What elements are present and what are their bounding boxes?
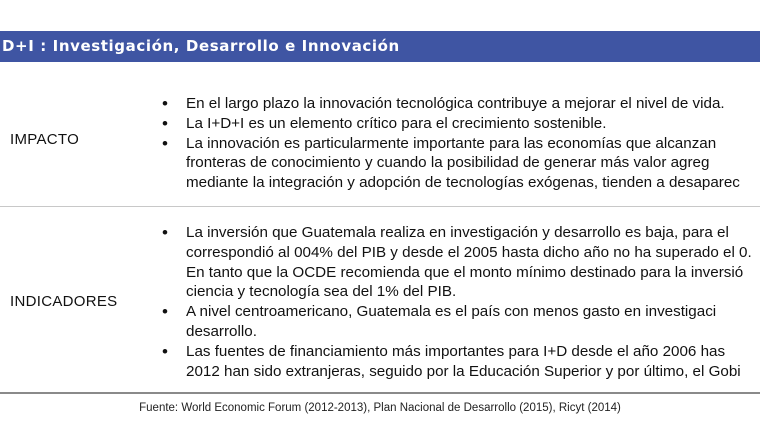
bullet-line: • La inversión que Guatemala realiza en investigación y desarrollo es baja, para el <box>186 224 729 241</box>
bullet-line: 2012 han sido extranjeras, seguido por la Educación Superior y por último, el Gobi <box>186 362 741 380</box>
impacto-bullet <box>160 114 760 134</box>
bullet-line: desarrollo. <box>186 322 257 340</box>
bullet-line: • A nivel centroamericano, Guatemala es el país con menos gasto en investigaci <box>186 303 717 321</box>
bullet-line: correspondió al 004% del PIB y desde el 2005 hasta dicho año no ha superado el 0. <box>186 243 752 261</box>
bullet-line: • Las fuentes de financiamiento más importantes para I+D desde el año 2006 has <box>186 342 726 360</box>
indicadores-label: INDICADORES <box>10 293 118 310</box>
indicadores-bullet <box>160 223 760 302</box>
indicadores-bullet <box>160 302 760 342</box>
indicadores-bullet-list <box>160 223 760 381</box>
bullet-line: ciencia y tecnología sea del 1% del PIB. <box>186 283 457 301</box>
impacto-bullet <box>160 134 760 193</box>
header-title: D+I : Investigación, Desarrollo e Innovación <box>2 37 400 55</box>
bullet-line: fronteras de conocimiento y cuando la posibilidad de generar más valor agreg <box>186 154 710 172</box>
bullet-line: En tanto que la OCDE recomienda que el monto mínimo destinado para la inversió <box>186 263 744 281</box>
impacto-bullet <box>160 94 760 114</box>
impacto-bullet-list <box>160 94 760 193</box>
indicadores-bullet <box>160 342 760 382</box>
bullet-line: • En el largo plazo la innovación tecnológica contribuye a mejorar el nivel de vida. <box>186 95 725 112</box>
impacto-label: IMPACTO <box>10 131 80 148</box>
source-note: Fuente: World Economic Forum (2012-2013), Plan Nacional de Desarrollo (2015), Ricyt (2014) <box>139 402 621 414</box>
bullet-line: • La innovación es particularmente importante para las economías que alcanzan <box>186 134 717 152</box>
section-header <box>0 31 760 62</box>
table-bottom-border <box>0 392 760 394</box>
row-divider <box>0 206 760 207</box>
bullet-line: mediante la integración y adopción de tecnologías exógenas, tienden a desaparec <box>186 174 740 192</box>
bullet-line: • La I+D+I es un elemento crítico para el crecimiento sostenible. <box>186 114 607 132</box>
